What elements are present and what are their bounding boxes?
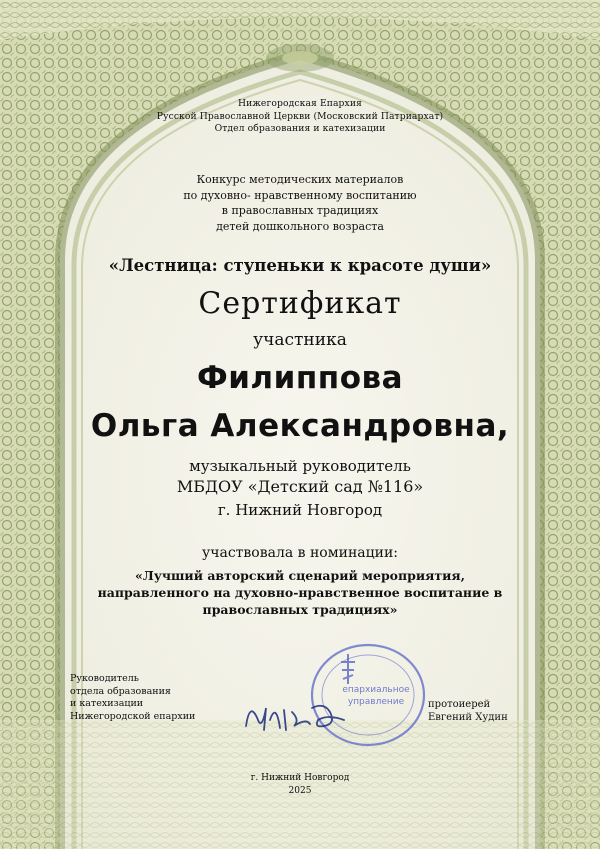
handwritten-signature: [240, 690, 350, 740]
contest-line-4: детей дошкольного возраста: [216, 219, 384, 233]
contest-line-3: в православных традициях: [221, 204, 379, 217]
certificate-subtitle: участника: [253, 330, 347, 350]
signatory-line-4: Нижегородской епархии: [70, 710, 196, 722]
contest-name: «Лестница: ступеньки к красоте души»: [108, 256, 492, 275]
nomination-line-3: православных традициях»: [202, 602, 398, 617]
signatory-line-1: Руководитель: [70, 673, 139, 684]
header-line-1: Нижегородская Епархия: [238, 98, 362, 109]
header-line-3: Отдел образования и катехизации: [214, 123, 386, 134]
recipient-surname: Филиппова: [196, 360, 404, 396]
signatory-line-2: отдела образования: [70, 685, 171, 697]
nomination-line-2: направленного на духовно-нравственное воспитание в: [97, 585, 503, 600]
contest-line-1: Конкурс методических материалов: [196, 173, 404, 186]
nomination-title: [0, 567, 600, 618]
nomination-line-1: «Лучший авторский сценарий мероприятия,: [134, 568, 466, 583]
nomination-intro: участвовала в номинации:: [201, 545, 399, 561]
recipient-position: музыкальный руководитель: [189, 457, 411, 475]
signatory-name: [428, 699, 508, 724]
contest-description: [0, 172, 600, 234]
contest-line-2: по духовно- нравственному воспитанию: [183, 188, 417, 202]
signatory-rank: протоиерей: [428, 699, 491, 710]
stamp-text-1: епархиальное: [342, 685, 410, 695]
signatory-line-3: и катехизации: [70, 698, 144, 709]
signatory-title: [70, 673, 195, 723]
recipient-organization: МБДОУ «Детский сад №116»: [176, 477, 424, 496]
recipient-city: г. Нижний Новгород: [217, 501, 383, 519]
stamp-text-2: управление: [347, 697, 405, 707]
footer: [0, 772, 600, 798]
cross-icon: [341, 654, 355, 684]
certificate-title: Сертификат: [198, 286, 402, 321]
recipient-name: Ольга Александровна,: [90, 408, 510, 444]
footer-year: 2025: [288, 786, 312, 796]
footer-city: г. Нижний Новгород: [250, 773, 350, 783]
header-line-2: Русской Православной Церкви (Московский Патриархат): [156, 110, 444, 122]
diocese-header: [0, 98, 600, 136]
signatory-fullname: Евгений Худин: [428, 711, 508, 723]
